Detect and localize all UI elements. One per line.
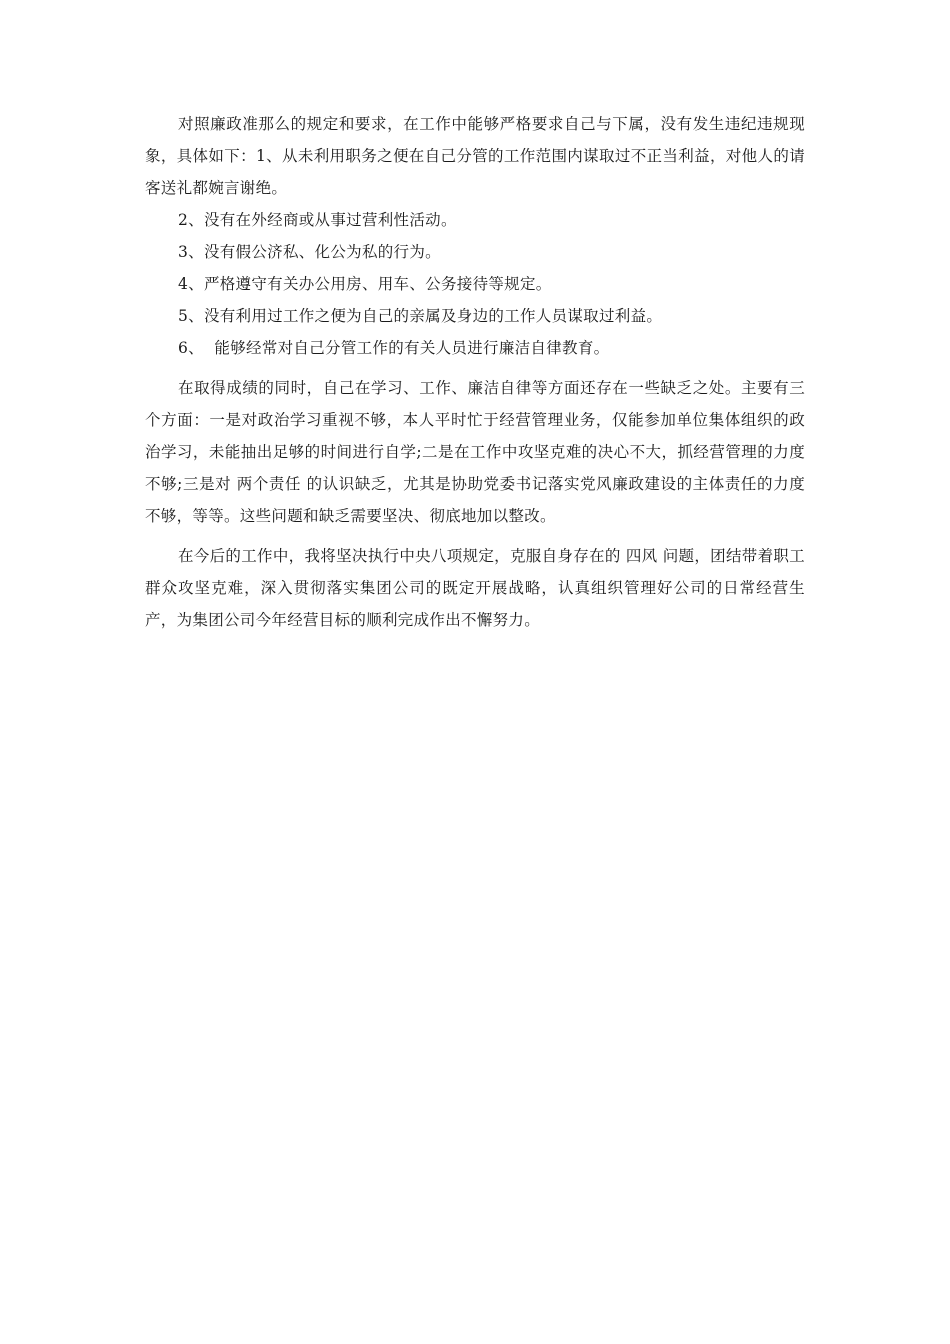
list-item-4: 4、严格遵守有关办公用房、用车、公务接待等规定。	[178, 275, 552, 293]
document-body	[145, 108, 805, 636]
list-item-2: 2、没有在外经商或从事过营利性活动。	[178, 211, 457, 229]
paragraph-compliance-intro: 对照廉政准那么的规定和要求，在工作中能够严格要求自己与下属，没有发生违纪违规现象，具体如下：1、从未利用职务之便在自己分管的工作范围内谋取过不正当利益，对他人的请客送礼都婉言谢绝。	[145, 115, 805, 197]
list-item-5: 5、没有利用过工作之便为自己的亲属及身边的工作人员谋取过利益。	[178, 307, 663, 325]
list-item-6: 6、 能够经常对自己分管工作的有关人员进行廉洁自律教育。	[178, 339, 610, 357]
paragraph-shortcomings: 在取得成绩的同时，自己在学习、工作、廉洁自律等方面还存在一些缺乏之处。主要有三个方面：一是对政治学习重视不够，本人平时忙于经营管理业务，仅能参加单位集体组织的政治学习，未能抽出足够的时间进行自学;二是在工作中攻坚克难的决心不大，抓经营管理的力度不够;三是对 两个责任 的认识缺乏，尤其是协助党委书记落实党风廉政建设的主体责任的力度不够，等等。这些问题和缺乏需要坚决、彻底地加以整改。	[145, 379, 805, 525]
list-item-3: 3、没有假公济私、化公为私的行为。	[178, 243, 441, 261]
paragraph-future-work: 在今后的工作中，我将坚决执行中央八项规定，克服自身存在的 四风 问题，团结带着职工群众攻坚克难，深入贯彻落实集团公司的既定开展战略，认真组织管理好公司的日常经营生产，为集团公司今年经营目标的顺利完成作出不懈努力。	[145, 547, 805, 629]
